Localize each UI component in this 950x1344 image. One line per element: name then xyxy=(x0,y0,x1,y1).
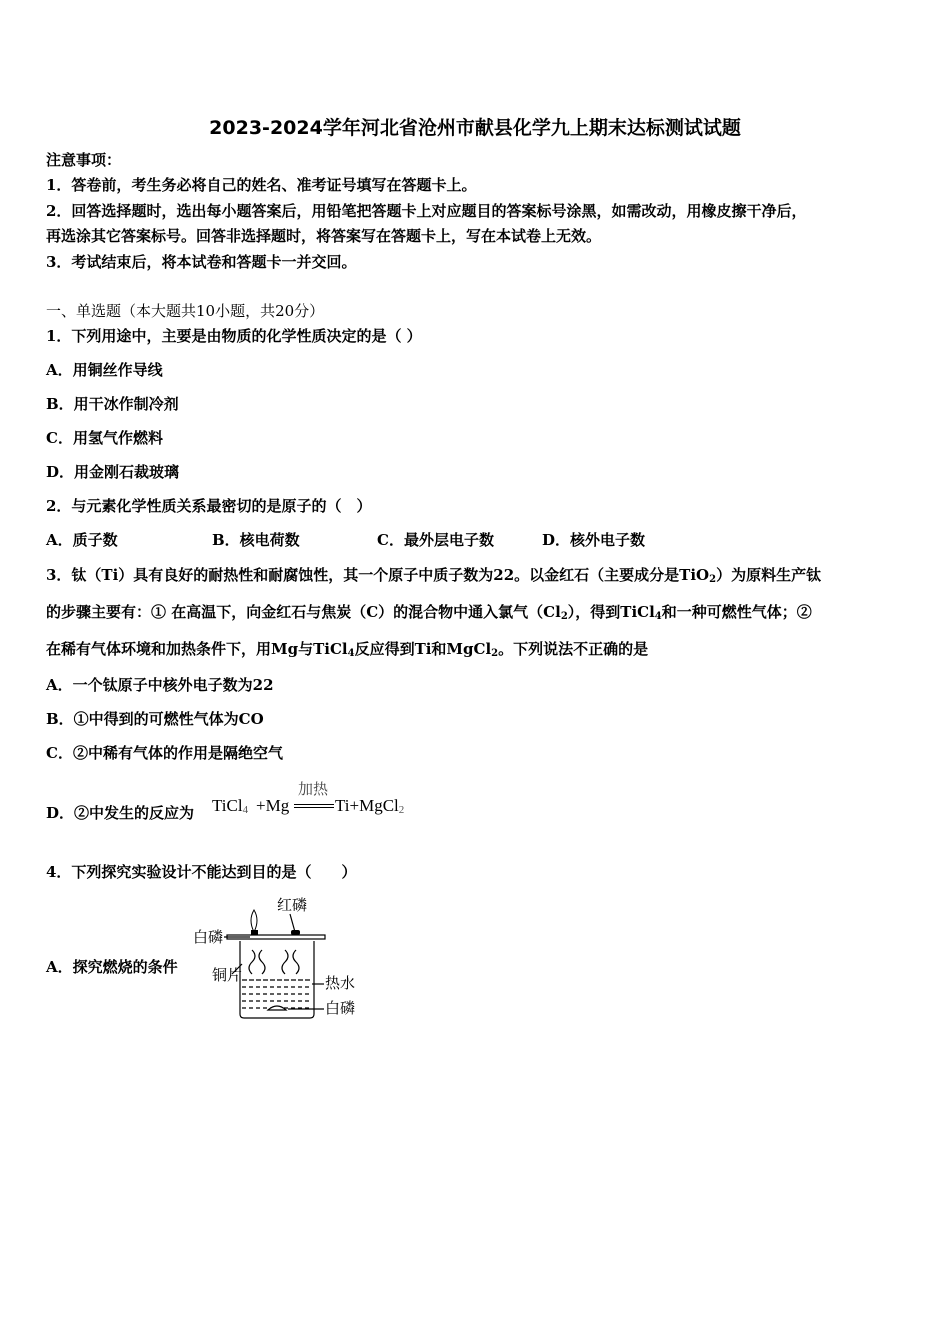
equation-line-top xyxy=(294,804,334,805)
equation-condition: 加热 xyxy=(298,782,329,798)
label-white-phosphorus-bottom: 白磷 xyxy=(325,999,356,1017)
equation-reactant-mg: +Mg xyxy=(256,796,290,815)
label-hot-water: 热水 xyxy=(325,974,356,992)
question-1-option-a: A．用铜丝作导线 xyxy=(46,361,163,379)
question-3-option-b: B．①中得到的可燃性气体为CO xyxy=(46,710,264,728)
question-3-line-2: 的步骤主要有：① 在高温下，向金红石与焦炭（C）的混合物中通入氯气$(Cl_2)$，得到TiCl$_4$和一种可燃性气体；② xyxy=(46,603,812,622)
combustion-experiment-figure xyxy=(190,892,370,1024)
label-white-phosphorus-top: 白磷 xyxy=(193,928,224,946)
question-1-stem: 1．下列用途中，主要是由物质的化学性质决定的是（ ） xyxy=(46,327,422,345)
notice-item: 2．回答选择题时，选出每小题答案后，用铅笔把答题卡上对应题目的答案标号涂黑，如需改动，用橡皮擦干净后， xyxy=(46,202,807,220)
notice-item: 1．答卷前，考生务必将自己的姓名、准考证号填写在答题卡上。 xyxy=(46,176,477,194)
notice-heading: 注意事项： xyxy=(46,151,122,169)
question-4-stem: 4．下列探究实验设计不能达到目的是（ ） xyxy=(46,863,357,881)
question-2-option-a: A．质子数 xyxy=(46,531,118,549)
question-2-option-c: C．最外层电子数 xyxy=(377,531,494,549)
label-copper-sheet: 铜片 xyxy=(212,966,243,984)
question-3-option-d: D．②中发生的反应为 xyxy=(46,804,195,822)
question-3-option-c: C．②中稀有气体的作用是隔绝空气 xyxy=(46,744,283,762)
question-1-option-b: B．用干冰作制冷剂 xyxy=(46,395,179,413)
question-1-option-c: C．用氢气作燃料 xyxy=(46,429,163,447)
page-title: 2023-2024学年河北省沧州市献县化学九上期末达标测试试题 xyxy=(209,117,741,139)
question-3-option-a: A．一个钛原子中核外电子数为22 xyxy=(46,676,274,694)
question-3-line-3: 在稀有气体环境和加热条件下，用Mg与TiCl$_4$反应得到Ti和MgCl$_2$。下列说法不正确的是 xyxy=(46,640,649,659)
white-phosphorus-sample xyxy=(251,930,258,935)
question-2-stem: 2．与元素化学性质关系最密切的是原子的（ ） xyxy=(46,497,372,515)
section-heading: 一、单选题（本大题共10小题，共20分） xyxy=(46,302,325,320)
red-phosphorus-sample xyxy=(291,930,300,935)
flame-icon xyxy=(251,910,257,932)
question-1-option-d: D．用金刚石裁玻璃 xyxy=(46,463,180,481)
equation-product: Ti+MgCl$_2$ xyxy=(335,796,405,816)
label-red-phosphorus: 红磷 xyxy=(277,896,308,914)
question-4-option-a: A．探究燃烧的条件 xyxy=(46,958,178,976)
question-3-line-1: 3．钛（Ti）具有良好的耐热性和耐腐蚀性，其一个原子中质子数为22。以金红石（主要成分是TiO$_2$）为原料生产钛 xyxy=(46,566,822,585)
notice-item: 3．考试结束后，将本试卷和答题卡一并交回。 xyxy=(46,253,357,271)
equation-line-bottom xyxy=(294,807,334,808)
notice-item: 再选涂其它答案标号。回答非选择题时，将答案写在答题卡上，写在本试卷上无效。 xyxy=(46,227,602,245)
question-2-option-b: B．核电荷数 xyxy=(212,531,300,549)
question-2-option-d: D．核外电子数 xyxy=(542,531,646,549)
equation-reactant-ticl4: TiCl$_4$ xyxy=(212,796,249,816)
